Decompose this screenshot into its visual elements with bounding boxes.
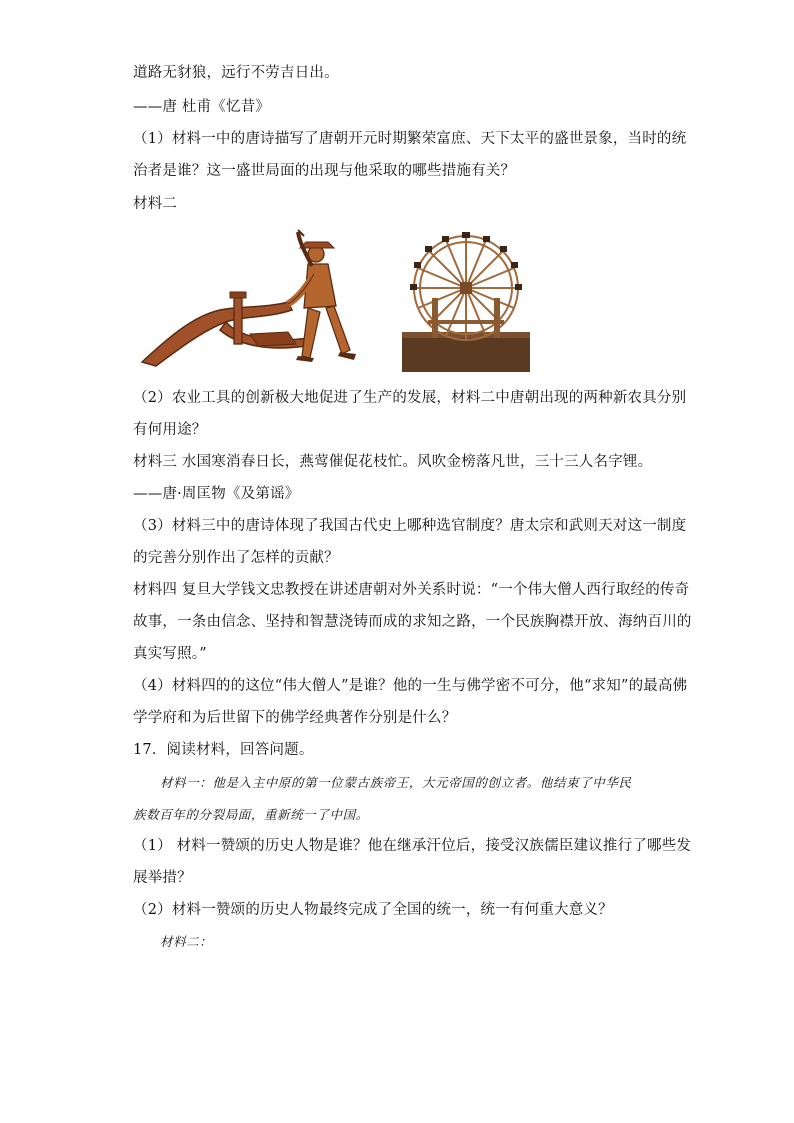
q17-material-1-line2: 族数百年的分裂局面，重新统一了中国。 [133,807,369,822]
question-1-line2: 治者是谁？这一盛世局面的出现与他采取的哪些措施有关？ [133,163,516,179]
question-4-line1: （4）材料四的的这位“伟大僧人”是谁？他的一生与佛学密不可分，他“求知”的最高佛 [133,678,688,694]
curved-shaft-plow-figure [138,226,366,368]
q17-question-2: （2）材料一赞颂的历史人物最终完成了全国的统一，统一有何重大意义？ [133,902,613,918]
question-2-line2: 有何用途？ [133,422,207,438]
question-3-line1: （3）材料三中的唐诗体现了我国古代史上哪种选官制度？唐太宗和武则天对这一制度 [133,518,687,534]
q17-material-1-line1: 材料一：他是入主中原的第一位蒙古族帝王，大元帝国的创立者。他结束了中华民 [160,775,632,790]
q17-question-1-line1: （1） 材料一赞颂的历史人物是谁？他在继承汗位后，接受汉族儒臣建议推行了哪些发 [133,838,692,854]
material-2-heading: 材料二 [133,196,178,212]
question-1-line1: （1）材料一中的唐诗描写了唐朝开元时期繁荣富庶、天下太平的盛世景象，当时的统 [133,131,687,147]
question-4-line2: 学学府和为后世留下的佛学经典著作分别是什么？ [133,710,457,726]
poem-source: ——唐 杜甫《忆昔》 [133,99,271,115]
material-3-text: 材料三 水国寒消春日长，燕莺催促花枝忙。风吹金榜落凡世，三十三人名字锂。 [133,454,653,470]
q17-material-2-heading: 材料二： [160,934,213,949]
question-17-heading: 17．阅读材料，回答问题。 [133,742,314,758]
material-4-line2: 故事，一条由信念、坚持和智慧浇铸而成的求知之路，一个民族胸襟开放、海纳百川的 [133,614,692,630]
material-3-source: ——唐·周匡物《及第谣》 [133,486,300,502]
poem-line: 道路无豺狼，远行不劳吉日出。 [133,65,339,81]
material-4-line1: 材料四 复旦大学钱文忠教授在讲述唐朝对外关系时说：“一个伟大僧人西行取经的传奇 [133,582,690,598]
question-2-line1: （2）农业工具的创新极大地促进了生产的发展，材料二中唐朝出现的两种新农具分别 [133,390,687,406]
question-3-line2: 的完善分别作出了怎样的贡献？ [133,550,339,566]
q17-question-1-line2: 展举措？ [133,870,192,886]
tongche-water-wheel-model [402,228,530,372]
material-4-line3: 真实写照。” [133,646,207,662]
